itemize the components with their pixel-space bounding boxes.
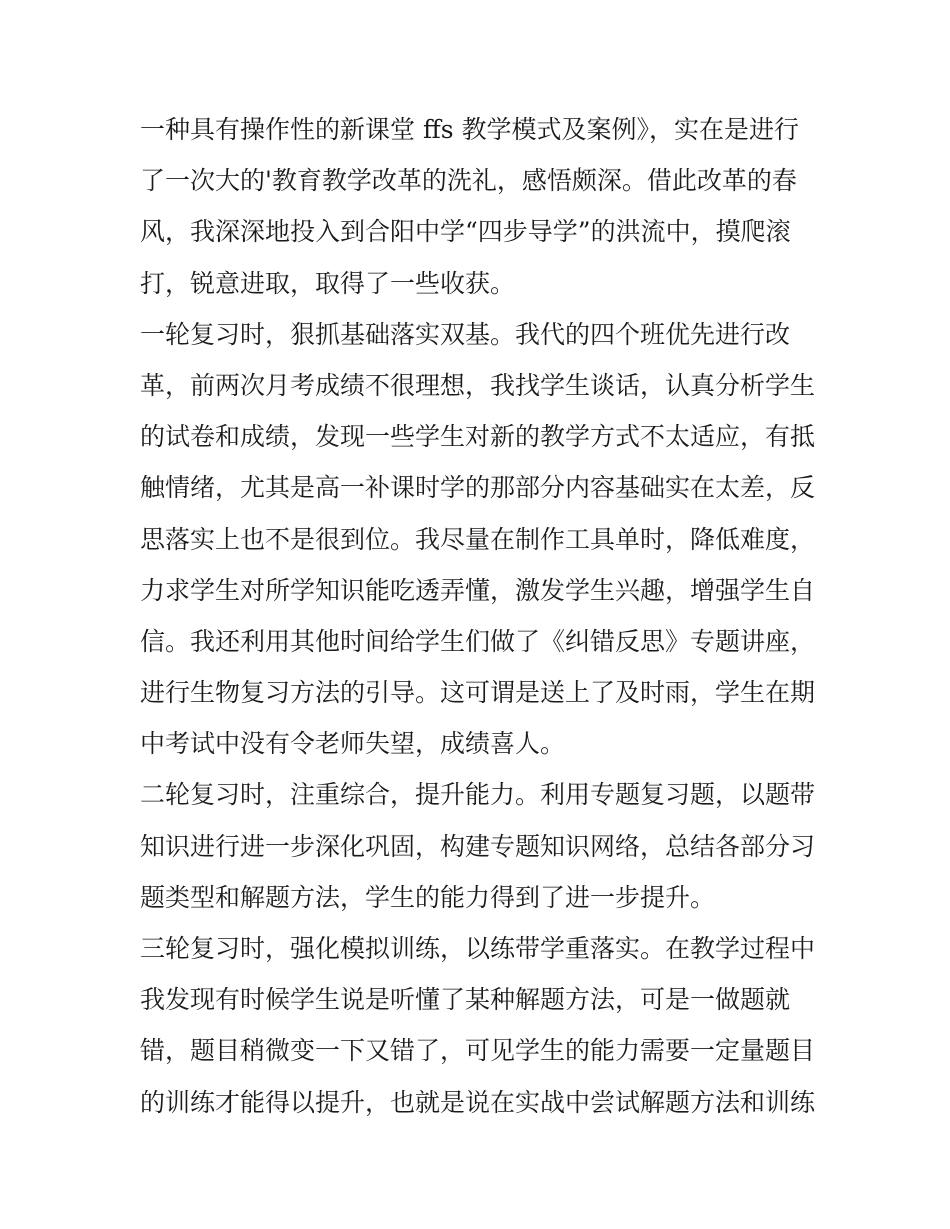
text-line: 中考试中没有令老师失望，成绩喜人。 <box>140 729 566 759</box>
text-line: 了一次大的'教育教学改革的洗礼，感悟颇深。借此改革的春 <box>140 166 797 196</box>
text-line: 题类型和解题方法，学生的能力得到了进一步提升。 <box>140 882 716 912</box>
text-line: 一种具有操作性的新课堂 ffs 教学模式及案例》，实在是进行 <box>140 115 799 144</box>
text-line: 革，前两次月考成绩不很理想，我找学生谈话，认真分析学生 <box>140 370 816 400</box>
text-line: 信。我还利用其他时间给学生们做了《纠错反思》专题讲座， <box>140 626 816 656</box>
text-line: 错，题目稍微变一下又错了，可见学生的能力需要一定量题目 <box>140 1036 816 1066</box>
text-line: 进行生物复习方法的引导。这可谓是送上了及时雨，学生在期 <box>140 678 816 708</box>
text-line: 的试卷和成绩，发现一些学生对新的教学方式不太适应，有抵 <box>140 422 816 452</box>
text-line: 一轮复习时，狠抓基础落实双基。我代的四个班优先进行改 <box>140 319 791 349</box>
text-line: 力求学生对所学知识能吃透弄懂，激发学生兴趣，增强学生自 <box>140 575 816 605</box>
text-line: 我发现有时候学生说是听懂了某种解题方法，可是一做题就 <box>140 985 791 1015</box>
body-text <box>140 104 820 1128</box>
text-line: 的训练才能得以提升，也就是说在实战中尝试解题方法和训练 <box>140 1087 816 1117</box>
text-line: 触情绪，尤其是高一补课时学的那部分内容基础实在太差，反 <box>140 473 816 503</box>
text-line: 二轮复习时，注重综合，提升能力。利用专题复习题，以题带 <box>140 780 816 810</box>
text-line: 知识进行进一步深化巩固，构建专题知识网络，总结各部分习 <box>140 831 816 861</box>
text-line: 三轮复习时，强化模拟训练，以练带学重落实。在教学过程中 <box>140 934 816 963</box>
text-line: 风，我深深地投入到合阳中学“四步导学”的洪流中，摸爬滚 <box>140 217 791 247</box>
text-line: 打，锐意进取，取得了一些收获。 <box>140 268 516 298</box>
text-line: 思落实上也不是很到位。我尽量在制作工具单时，降低难度， <box>140 524 816 554</box>
